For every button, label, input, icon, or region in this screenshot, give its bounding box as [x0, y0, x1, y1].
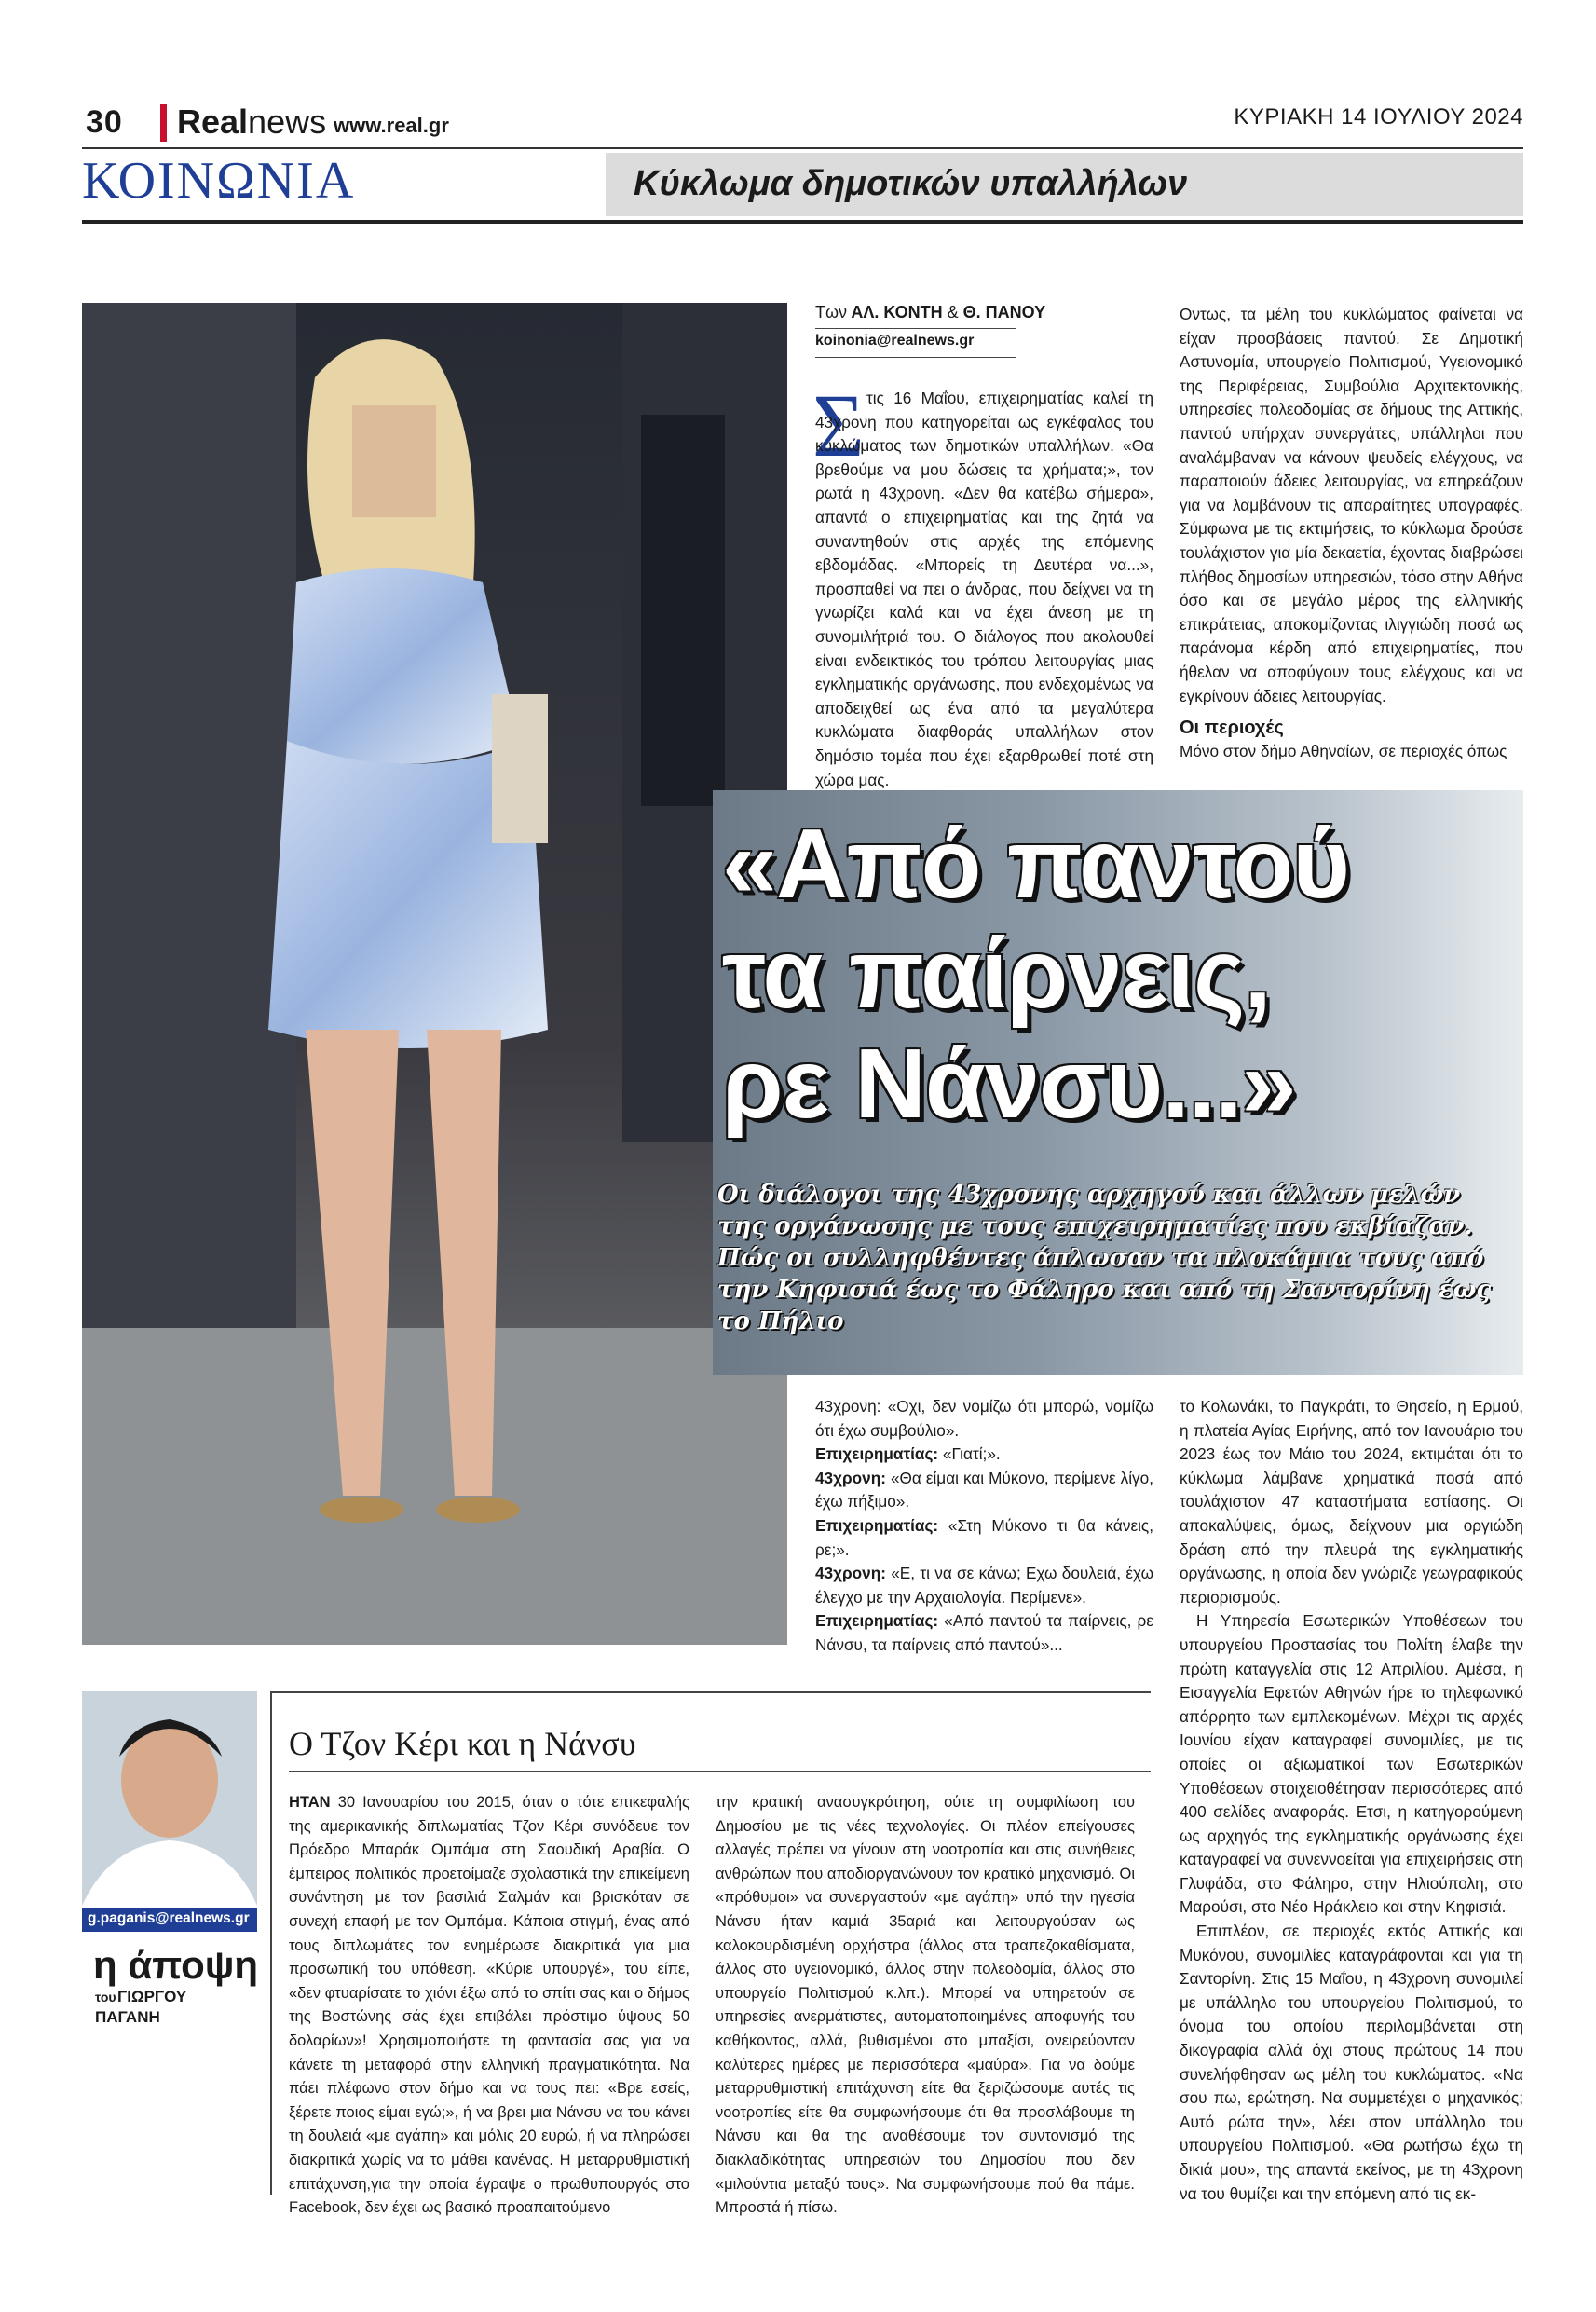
dialog-speaker: 43χρονη:	[815, 1468, 886, 1487]
email-rule	[815, 357, 1016, 358]
dialog-text: 43χρονη: «Οχι, δεν νομίζω ότι μπορώ, νομίζω ότι έχω συμβούλιο».	[815, 1397, 1153, 1440]
headline-line-3: ρε Νάνσυ...»	[722, 1029, 1296, 1139]
byline-rule	[815, 328, 1016, 329]
dialog-line	[815, 1562, 1153, 1609]
dialog-speaker: 43χρονη:	[815, 1564, 886, 1583]
byline	[815, 303, 1045, 322]
columnist-photo	[82, 1691, 257, 1906]
dialog-speaker: Επιχειρηματίας:	[815, 1515, 939, 1535]
paragraph: Η Υπηρεσία Εσωτερικών Υποθέσεων του υπουργείου Προστασίας του Πολίτη έλαβε την πρώτη καταγγελία στις 12 Απριλίου. Αμέσα, η Εισαγγελία Εφετών Αθηνών ήρε το τηλεφωνικό απόρρητο των εμπλεκομένων. Μέχρι τις αρχές Ιουνίου είχαν καταγραφεί συνομιλίες, με τις οποίες οι αξιωματικοί των Εσωτερικών Υποθέσεων στοιχειοθέτησαν περισσότερες από 400 σελίδες αναφοράς. Ετσι, η κατηγορούμενη ως αρχηγός της εγκληματικής οργάνωσης έχει καταγραφεί να συνεννοείται για επιχειρήσεις στη Γλυφάδα, στο Φάληρο, στην Ηλιούπολη, στο Μαρούσι, στο Νέο Ηράκλειο και στην Κηφισιά.	[1180, 1611, 1523, 1917]
column-3-top: Οντως, τα μέλη του κυκλώματος φαίνεται να είχαν προσβάσεις παντού. Σε Δημοτική Αστυνομία, υπουργείο Πολιτισμού, Υγειονομικό της Περιφέρειας, Συμβούλια Αρχιτεκτονικής, υπηρεσίες πολεοδομίας σε δήμους της Αττικής, παντού υπήρχαν συνεργάτες, υπάλληλοι που αναλάμβαναν να κάνουν ψευδείς ελέγχους, να παραποιούν άδειες λειτουργίας, να επηρεάζουν για να λαμβάνουν τις απαραίτητες υπογραφές. Σύμφωνα με τις εκτιμήσεις, το κύκλωμα δρούσε τουλάχιστον για μία δεκαετία, έχοντας διαβρώσει πλήθος δημοσίων υπηρεσιών, τόσο στην Αθήνα όσο και σε μεγάλο μέρος της ελληνικής επικράτειας, αποκομίζοντας ιλιγγιώδη ποσά ως παράνομα κέρδη από επιχειρηματίες, που ήθελαν να αποφύγουν τους ελέγχους και να εγκρίνουν άδειες λειτουργίας.	[1180, 305, 1523, 705]
columnist-email: g.paganis@realnews.gr	[88, 1910, 250, 1926]
masthead-divider	[160, 104, 167, 142]
page-number: 30	[86, 104, 123, 140]
opinion-column-1	[289, 1791, 689, 2221]
opinion-title-rule	[289, 1771, 1151, 1772]
dialog-text: «Θα είμαι και Μύκονο, περίμενε λίγο, έχω πήξιμο».	[815, 1468, 1153, 1512]
site-url: www.real.gr	[334, 114, 449, 137]
paragraph: Επιπλέον, σε περιοχές εκτός Αττικής και Μυκόνου, συνομιλίες καταγράφονται και για τη Σαντορίνη. Στις 15 Μαΐου, η 43χρονη συνομιλεί με υπάλληλο του υπουργείου Πολιτισμού, το όνομα του οποίου περιλαμβάνεται στη δικογραφία αλλά όχι στους πρώτους 14 που συνελήφθησαν ως μέλη του κυκλώματος. «Να σου πω, ερώτηση. Να συμμετέχει ο μηχανικός; Αυτό ρώτα την», λέει στον υπάλληλο του υπουργείου Πολιτισμού. «Θα ρωτήσω έχω τη δικιά μου», της απαντά εκείνος, με τη 43χρονη να του θυμίζει και την επόμενη από τις εκ-	[1180, 1922, 1523, 2203]
column-3-bottom	[1180, 1395, 1523, 2206]
dialog-line	[815, 1609, 1153, 1657]
byline-prefix: Των	[815, 303, 848, 321]
paragraph: το Κολωνάκι, το Παγκράτι, το Θησείο, η Ερμού, η πλατεία Αγίας Ειρήνης, από τον Ιανουάριο του 2023 έως τον Μάιο του 2024, εκτιμάται ότι το κύκλωμα λάμβανε χρηματικά ποσά από τουλάχιστον 47 καταστήματα εστίασης. Οι αποκαλύψεις, όμως, δείχνουν μια οργιώδη δράση από την πλευρά της εγκληματικής οργάνωσης, η οποία δεν γνώριζε γεωγραφικούς περιορισμούς.	[1180, 1397, 1523, 1607]
columnist-name-1: ΓΙΩΡΓΟΥ	[117, 1988, 187, 2005]
headline	[722, 809, 1523, 1139]
topic-title: Κύκλωμα δημοτικών υπαλλήλων	[634, 164, 1188, 203]
headline-line-1: «Από παντού	[722, 809, 1349, 919]
brand-logo	[177, 103, 326, 142]
brand-bold: Real	[177, 103, 249, 141]
opinion-vertical-rule	[270, 1691, 272, 2195]
drop-cap: Σ	[812, 376, 865, 475]
opinion-column-2: την κρατική ανασυγκρότηση, ούτε τη συμφιλίωση του Δημοσίου με τις νέες τεχνολογίες. Οι πλέον επείγουσες αλλαγές πρέπει να γίνουν στη νοοτροπία και στις συνήθειες ανθρώπων που αποδιοργανώνουν τον κρατικό μηχανισμό. Οι «πρόθυμοι» να συνεργαστούν «με αγάπη» υπό την ηγεσία Νάνσυ ήταν καμιά 35αριά και λειτουργούσαν ως καλοκουρδισμένη ορχήστρα (άλλος στα τραπεζοκαθίσματα, άλλος στο υγειονομικό, άλλος στην πολεοδομία, άλλος στο υπουργείο Πολιτισμού κ.λπ.). Μπορεί να υπηρετούν σε υπηρεσίες ανερμάτιστες, αυτοματοποιημένες αποφυγής του καθήκοντος, αλλά, βυθισμένοι στο μπαξίσι, ονειρεύονταν καλύτερες ημέρες με περισσότερα «μαύρα». Για να δούμε μεταρρυθμιστική επιτάχυνση είτε θα ξεριζώσουμε αυτές τις νοοτροπίες είτε θα συμφωνήσουμε ότι θα προσλάβουμε τη Νάνσυ και θα της αναθέσουμε τον συντονισμό της διακλαδικότητας υπηρεσιών του Δημοσίου που δεν «μιλούντια μεταξύ τους». Να συμφωνήσουμε πού θα πάμε. Μπροστά ή πίσω.	[716, 1794, 1135, 2217]
issue-date: ΚΥΡΙΑΚΗ 14 ΙΟΥΛΙΟΥ 2024	[1234, 104, 1523, 130]
dialog-text: «Γιατί;».	[938, 1444, 1001, 1464]
dialog-line	[815, 1443, 1153, 1467]
opinion-title: Ο Τζον Κέρι και η Νάνσυ	[289, 1725, 636, 1762]
opinion-of: του	[95, 1990, 116, 2004]
byline-amp: &	[947, 303, 959, 321]
dialog-text: «Από παντού τα παίρνεις, ρε Νάνσυ, τα παίρνεις από παντού»...	[815, 1611, 1153, 1654]
opinion-lead-word: ΗΤΑΝ	[289, 1794, 331, 1811]
byline-author-2: Θ. ΠΑΝΟΥ	[962, 303, 1046, 321]
deck: Οι διάλογοι της 43χρονης αρχηγού και άλλων μελών της οργάνωσης με τους επιχειρηματίες που εκβίαζαν. Πώς οι συλληφθέντες άπλωσαν τα πλοκάμια τους από την Κηφισιά έως το Φάληρο και από τη Σαντορίνη έως το Πήλιο	[717, 1181, 1492, 1335]
byline-author-1: ΑΛ. ΚΟΝΤΗ	[851, 303, 943, 321]
brand-rest: news	[248, 103, 327, 141]
byline-email: koinonia@realnews.gr	[815, 333, 975, 349]
subhead-areas: Οι περιοχές	[1180, 718, 1284, 738]
dialog-line	[815, 1395, 1153, 1443]
areas-line: Μόνο στον δήμο Αθηναίων, σε περιοχές όπως	[1180, 742, 1507, 760]
dialog-line	[815, 1467, 1153, 1514]
woman-photo	[82, 303, 787, 1645]
opinion-column-1-text: 30 Ιανουαρίου του 2015, όταν ο τότε επικεφαλής της αμερικανικής διπλωματίας Τζον Κέρι συνόδευε τον Πρόεδρο Μπαράκ Ομπάμα στη Σαουδική Αραβία. Ο έμπειρος πολιτικός προετοίμαζε σχολαστικά την επικείμενη συνάντηση με τον βασιλιά Σαλμάν και βρισκόταν σε συνεχή επαφή με τον Ομπάμα. Κάποια στιγμή, ένας από τους διπλωμάτες τον ενημέρωσε διακριτικά για μια προσωπική του υπόθεση. «Κύριε υπουργέ», του είπε, «δεν φτυαρίσατε το χιόνι έξω από το σπίτι σας και ο δήμος της Βοστώνης σάς έχει επιβάλει πρόστιμο ύψους 50 δολαρίων»! Χρησιμοποιήστε τη φαντασία σας για να κάνετε τη μεταφορά στην ελληνική πραγματικότητα. Να πάει πλέφωνο στον δήμο και να τους πει: «Βρε εσείς, ξέρετε ποιος είμαι εγώ;», ή να βρει μια Νάνσυ να του κάνει τη δουλειά «με αγάπη» και μόλις 20 ευρώ, ή να πληρώσει διακριτικά χωρίς να το μάθει κανένας. Η μεταρρυθμιστική επιτάχυνση,για την οποία έγραψε ο πρωθυπουργός στο Facebook, δεν έχει ως βασικό προαπαιτούμενο	[289, 1794, 689, 2217]
headline-line-2: τα παίρνεις,	[722, 919, 1271, 1029]
intro-paragraph: τις 16 Μαΐου, επιχειρηματίας καλεί τη 43χρονη που κατηγορείται ως εγκέφαλος του κυκλώματος των δημοτικών υπαλλήλων. «Θα βρεθούμε να μου δώσεις τα χρήματα;», τον ρωτά η 43χρονη. «Δεν θα κατέβω σήμερα», απαντά ο επιχειρηματίας και της ζητά να συναντηθούν στις αρχές της επόμενης εβδομάδας. «Μπορείς τη Δευτέρα να...», προσπαθεί να πει ο άνδρας, που δείχνει να τη γνωρίζει καλά και να έχει άνεση με τη συνομιλήτριά του. Ο διάλογος που ακολουθεί είναι ενδεικτικός του τρόπου λειτουργίας μιας εγκληματικής οργάνωσης, που ενδεχομένως να αποδειχθεί ως ένα από τα μεγαλύτερα κυκλώματα διαφθοράς υπαλλήλων στον δημόσιο τομέα που έχει εξαρθρωθεί ποτέ στη χώρα μας.	[815, 389, 1153, 789]
header-rule	[82, 220, 1523, 224]
section-title: ΚΟΙΝΩΝΙΑ	[82, 152, 356, 210]
dialog-column	[815, 1395, 1153, 1658]
dialog-speaker: Επιχειρηματίας:	[815, 1444, 939, 1464]
opinion-top-rule	[270, 1691, 1151, 1693]
dialog-speaker: Επιχειρηματίας:	[815, 1611, 939, 1631]
top-rule	[82, 147, 1523, 149]
columnist-name-2: ΠΑΓΑΝΗ	[95, 2008, 160, 2026]
opinion-label: η άποψη	[93, 1943, 259, 1987]
dialog-text: «Στη Μύκονο τι θα κάνεις, ρε;».	[815, 1515, 1153, 1559]
dialog-line	[815, 1514, 1153, 1562]
dialog-text: «Ε, τι να σε κάνω; Εχω δουλειά, έχω έλεγχο με την Αρχαιολογία. Περίμενε».	[815, 1564, 1153, 1607]
